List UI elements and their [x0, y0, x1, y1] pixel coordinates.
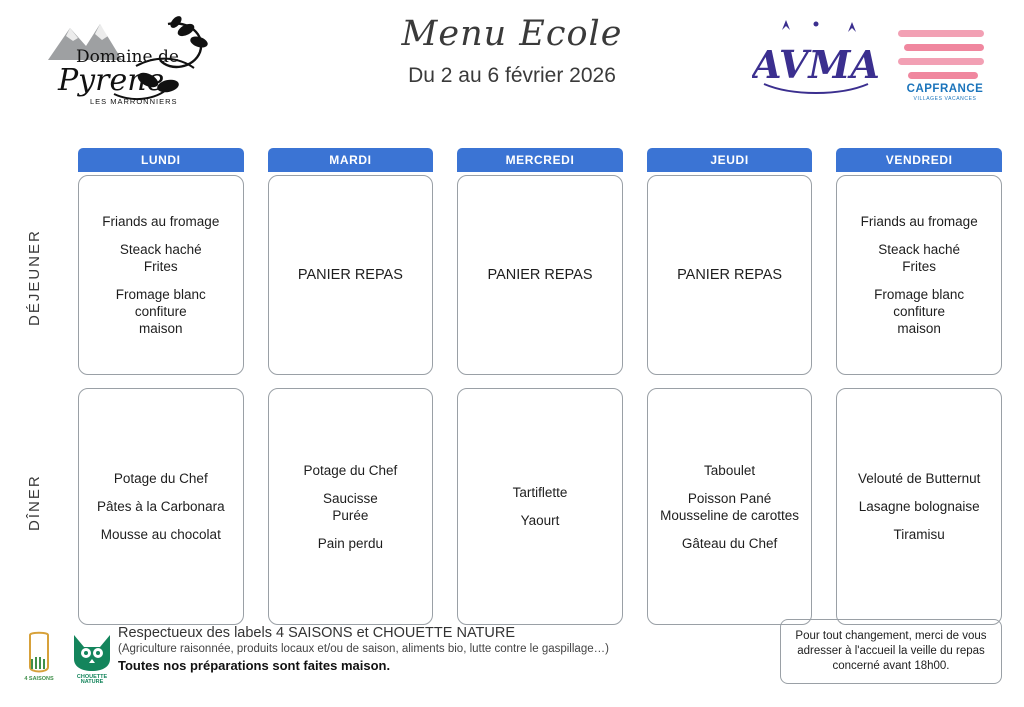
dish-line: Tiramisu: [893, 527, 945, 542]
menu-items: [468, 267, 612, 284]
day-header-4: VENDREDI: [836, 148, 1002, 172]
dish-line: Yaourt: [520, 513, 560, 528]
svg-text:Domaine de: Domaine de: [76, 47, 179, 67]
row-label-dinner: DÎNER: [26, 474, 43, 532]
dish-group: [468, 267, 612, 284]
menu-items: [658, 267, 802, 284]
dish-line: PANIER REPAS: [297, 266, 403, 283]
dish-group: [279, 462, 423, 479]
menu-items: [89, 213, 233, 337]
dish-group: [89, 526, 233, 543]
day-column: [78, 148, 244, 625]
dish-line: Fromage blanc confiture: [115, 287, 206, 319]
dish-group: [279, 267, 423, 284]
svg-text:AVMA: AVMA: [752, 42, 880, 87]
dish-group: [847, 526, 991, 543]
day-column: [457, 148, 623, 625]
dinner-card: [836, 388, 1002, 625]
change-notice: Pour tout changement, merci de vous adresser à l'accueil la veille du repas concerné avant 18h00.: [780, 619, 1002, 684]
day-columns: [78, 148, 1002, 625]
svg-text:Pyrene: Pyrene: [58, 63, 165, 98]
lunch-card: [268, 175, 434, 375]
dish-line: Fromage blanc confiture: [874, 287, 965, 319]
dish-group: [89, 286, 233, 337]
footer-homemade-line: Toutes nos préparations sont faites maison.: [118, 658, 391, 673]
svg-text:VILLAGES VACANCES: VILLAGES VACANCES: [913, 96, 977, 102]
svg-text:NATURE: NATURE: [80, 679, 104, 683]
dish-group: [658, 535, 802, 552]
dish-group: [89, 213, 233, 230]
page-header: [0, 0, 1024, 128]
menu-items: [847, 213, 991, 337]
label-logos: [22, 629, 118, 683]
day-header-2: MERCREDI: [457, 148, 623, 172]
dish-group: [89, 498, 233, 515]
dish-group: [89, 241, 233, 275]
day-column: [647, 148, 813, 625]
svg-text:4 SAISONS: 4 SAISONS: [24, 676, 54, 682]
dinner-card: [647, 388, 813, 625]
dish-group: [847, 241, 991, 275]
dish-line: Pain perdu: [317, 535, 384, 551]
dish-group: [468, 512, 612, 529]
dish-group: [658, 462, 802, 479]
dish-line: Poisson Pané: [687, 490, 772, 506]
dish-group: [847, 470, 991, 487]
dish-line: Steack haché: [119, 242, 202, 257]
dish-group: [847, 213, 991, 230]
dish-line: Purée: [332, 507, 369, 523]
footer-text: [118, 625, 678, 673]
lunch-card: [78, 175, 244, 375]
menu-dates: Du 2 au 6 février 2026: [408, 64, 616, 87]
menu-items: [89, 470, 233, 543]
lunch-card: [457, 175, 623, 375]
dish-group: [658, 267, 802, 284]
day-header-0: LUNDI: [78, 148, 244, 172]
dish-group: [279, 535, 423, 552]
dish-line: PANIER REPAS: [487, 266, 593, 283]
dish-line: Potage du Chef: [303, 462, 398, 478]
menu-items: [468, 484, 612, 529]
dish-line: Friands au fromage: [860, 214, 978, 229]
dish-group: [89, 470, 233, 487]
dish-group: [847, 498, 991, 515]
dish-group: [658, 490, 802, 524]
row-label-lunch: DÉJEUNER: [26, 229, 43, 327]
dish-line: Frites: [902, 259, 937, 274]
svg-text:CAPFRANCE: CAPFRANCE: [906, 83, 984, 95]
footer-labels-line: Respectueux des labels 4 SAISONS et CHOUETTE NATURE: [118, 625, 516, 641]
dish-line: Gâteau du Chef: [681, 535, 778, 551]
dish-line: Tartiflette: [512, 485, 568, 500]
lunch-card: [836, 175, 1002, 375]
logo-chouette-nature: [66, 629, 118, 683]
svg-text:LES MARRONNIERS: LES MARRONNIERS: [90, 97, 178, 106]
day-column: [836, 148, 1002, 625]
menu-items: [847, 470, 991, 543]
dinner-card: [78, 388, 244, 625]
dish-group: [279, 490, 423, 524]
dish-line: Potage du Chef: [113, 471, 208, 486]
dish-line: PANIER REPAS: [677, 266, 783, 283]
dish-line: Saucisse: [323, 490, 378, 506]
logo-4-saisons: [22, 629, 56, 683]
svg-text:CHOUETTE: CHOUETTE: [76, 674, 108, 680]
dinner-card: [457, 388, 623, 625]
logo-capfrance: [890, 18, 1000, 104]
dish-line: Lasagne bolognaise: [858, 499, 980, 514]
menu-items: [658, 462, 802, 552]
dish-line: Steack haché: [878, 242, 961, 257]
dish-line: maison: [897, 321, 941, 336]
dish-line: Mousse au chocolat: [100, 527, 221, 542]
dish-line: Taboulet: [704, 462, 756, 478]
page-footer: [0, 617, 1024, 707]
dish-line: maison: [139, 321, 183, 336]
logo-avma: [752, 16, 880, 106]
dish-line: Mousseline de carottes: [660, 507, 799, 523]
menu-items: [279, 462, 423, 552]
footer-details-line: (Agriculture raisonnée, produits locaux et/ou de saison, aliments bio, lutte contre le gaspillage…): [118, 643, 609, 655]
day-header-1: MARDI: [268, 148, 434, 172]
dish-line: Frites: [143, 259, 178, 274]
menu-items: [279, 267, 423, 284]
dish-line: Velouté de Butternut: [858, 471, 981, 486]
day-header-3: JEUDI: [647, 148, 813, 172]
lunch-card: [647, 175, 813, 375]
day-column: [268, 148, 434, 625]
dish-group: [847, 286, 991, 337]
dinner-card: [268, 388, 434, 625]
page-title: Menu Ecole: [401, 14, 623, 54]
dish-line: Pâtes à la Carbonara: [97, 499, 225, 514]
dish-line: Friands au fromage: [102, 214, 220, 229]
dish-group: [468, 484, 612, 501]
